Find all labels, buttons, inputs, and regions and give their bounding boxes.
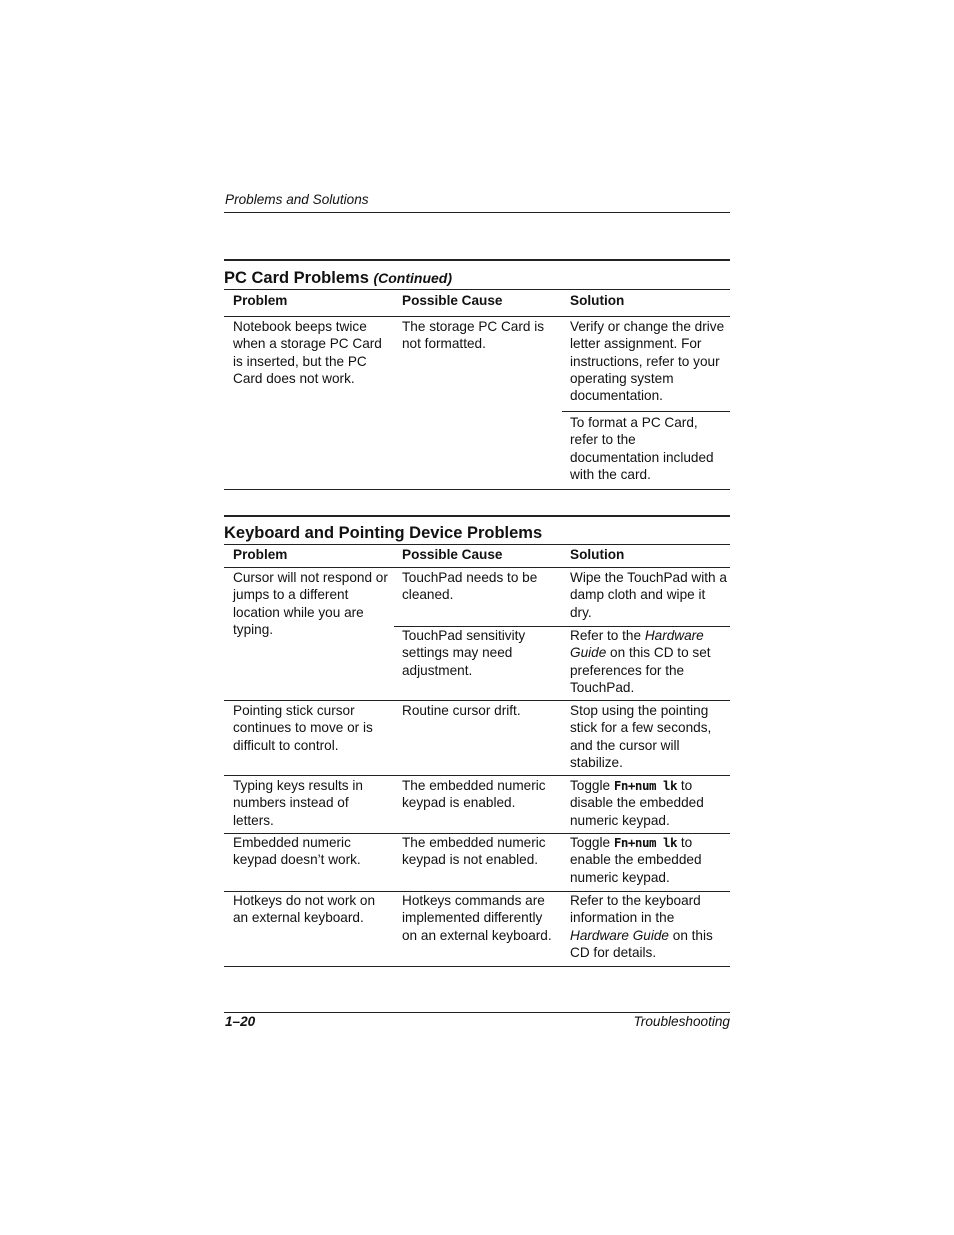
section1-title-suffix: (Continued) (373, 270, 452, 286)
section1-bottom-rule (224, 489, 730, 490)
solution-pre: Toggle (570, 835, 614, 850)
section1-title-rule (224, 289, 730, 290)
solution-post: on this CD for details. (570, 927, 713, 960)
section1-row1-solution1: Verify or change the drive letter assignment. For instructions, refer to your operating system documentation. (570, 319, 725, 404)
section1-title (224, 269, 452, 288)
section2-header-rule (224, 567, 730, 568)
section2-title: Keyboard and Pointing Device Problems (224, 524, 543, 542)
section2-row1-solution2 (570, 627, 728, 696)
section1-col-problem: Problem (233, 293, 288, 308)
section2-row2-problem: Pointing stick cursor continues to move or is difficult to control. (233, 703, 373, 753)
section2-col-cause: Possible Cause (402, 547, 503, 562)
section1-row1-cause: The storage PC Card is not formatted. (402, 319, 545, 352)
section2-row4-problem: Embedded numeric keypad doesn’t work. (233, 835, 361, 868)
solution-post: to disable the embedded numeric keypad. (570, 778, 704, 828)
page-number: 1–20 (225, 1014, 256, 1029)
section2-title-rule (224, 544, 730, 545)
solution-pre: Refer to the keyboard information in the (570, 893, 701, 926)
section2-row3-problem: Typing keys results in numbers instead of letters. (233, 778, 363, 828)
section2-row1-cause2: TouchPad sensitivity settings may need adjustment. (402, 628, 526, 678)
section2-col-solution: Solution (570, 547, 625, 562)
section2-bottom-rule (224, 966, 730, 967)
hardware-guide-ref: Hardware Guide (570, 628, 704, 661)
footer-rule (224, 1012, 730, 1013)
section2-row3-cause: The embedded numeric keypad is enabled. (402, 778, 546, 811)
section2-row3-solution (570, 777, 728, 829)
solution2-post: on this CD to set preferences for the TouchPad. (570, 645, 711, 695)
section2-row5-solution (570, 892, 728, 961)
section2-row1-problem: Cursor will not respond or jumps to a different location while you are typing. (233, 570, 388, 637)
section2-col-problem: Problem (233, 547, 288, 562)
section1-title-text: PC Card Problems (224, 269, 369, 287)
section1-cell-rule (562, 411, 730, 412)
solution-post: to enable the embedded numeric keypad. (570, 835, 702, 885)
section2-row4-solution (570, 834, 728, 886)
section2-row2-solution: Stop using the pointing stick for a few seconds, and the cursor will stabilize. (570, 703, 712, 770)
header-rule (224, 212, 730, 213)
section2-row5-cause: Hotkeys commands are implemented differently on an external keyboard. (402, 893, 552, 943)
section2-row4-cause: The embedded numeric keypad is not enabled. (402, 835, 546, 868)
chapter-name: Troubleshooting (633, 1014, 730, 1029)
hardware-guide-ref: Hardware Guide (570, 927, 669, 943)
section1-col-cause: Possible Cause (402, 293, 503, 308)
section2-row2-rule (224, 775, 730, 776)
section2-row1-rule (224, 700, 730, 701)
solution-pre: Toggle (570, 778, 614, 793)
section1-top-rule (224, 259, 730, 261)
section1-row1-problem: Notebook beeps twice when a storage PC Card is inserted, but the PC Card does not work. (233, 319, 382, 386)
running-header: Problems and Solutions (225, 192, 369, 207)
section2-row2-cause: Routine cursor drift. (402, 703, 521, 718)
section2-row5-problem: Hotkeys do not work on an external keyboard. (233, 893, 376, 926)
section1-col-solution: Solution (570, 293, 625, 308)
fn-num-lk-key: Fn+num lk (613, 835, 678, 850)
section1-row1-solution2: To format a PC Card, refer to the documentation included with the card. (570, 415, 714, 482)
section2-row1-solution1: Wipe the TouchPad with a damp cloth and wipe it dry. (570, 570, 727, 620)
fn-num-lk-key: Fn+num lk (613, 778, 678, 793)
section2-top-rule (224, 515, 730, 517)
solution2-pre: Refer to the (570, 628, 645, 643)
section2-row1-cause1: TouchPad needs to be cleaned. (402, 570, 538, 603)
section1-header-rule (224, 316, 730, 317)
